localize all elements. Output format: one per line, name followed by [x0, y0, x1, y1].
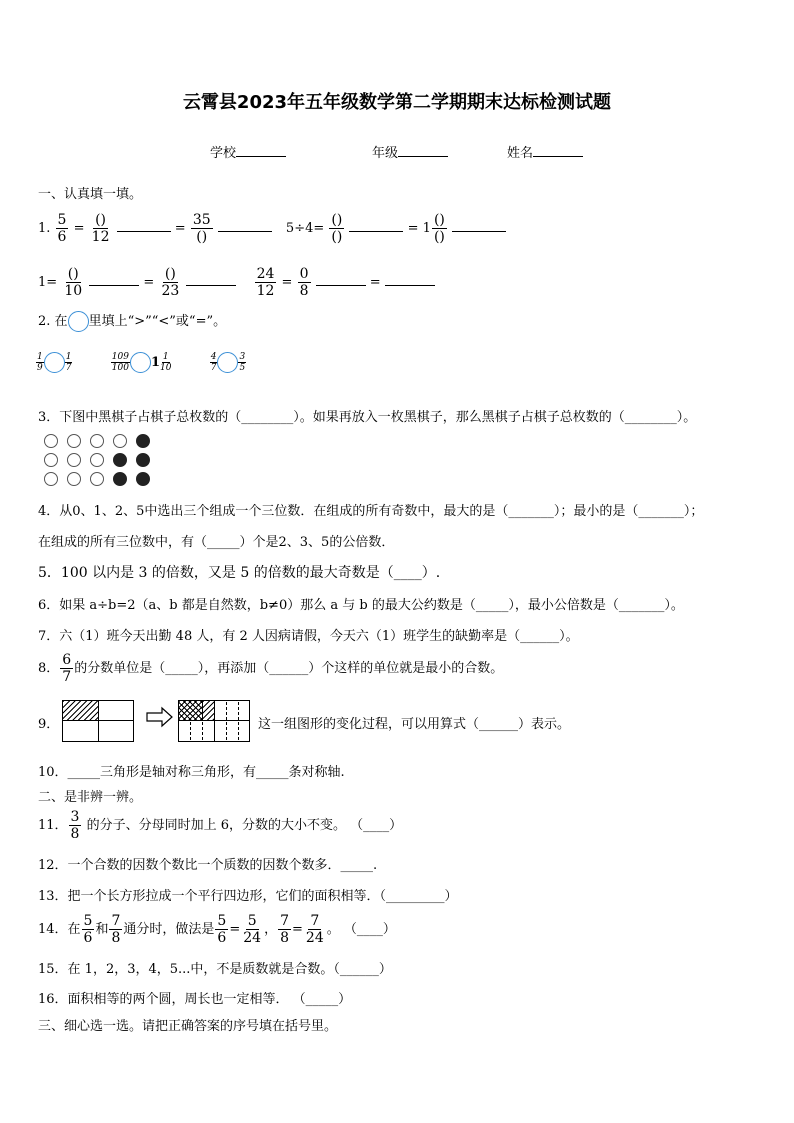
numerator: 7	[280, 913, 290, 929]
dashed-line	[226, 702, 227, 740]
black-piece	[136, 453, 150, 467]
numerator: 6	[62, 652, 72, 668]
denominator: 10	[64, 283, 83, 299]
numerator: 3	[239, 352, 246, 362]
denominator: 12	[256, 283, 275, 299]
question-5: 5．100 以内是 3 的倍数，又是 5 的倍数的最大奇数是（____）.	[38, 565, 441, 581]
equals-sign: =	[407, 221, 419, 236]
numerator: 24	[256, 266, 275, 282]
denominator: 7	[62, 669, 72, 685]
q9-number: 9．	[38, 717, 60, 732]
school-blank[interactable]	[236, 156, 286, 157]
fraction-7-8	[278, 913, 291, 946]
q11-number: 11．	[38, 818, 68, 833]
denominator: 6	[83, 930, 93, 946]
numerator[interactable]: ()	[95, 212, 107, 228]
white-piece	[90, 453, 104, 467]
q8-number: 8．	[38, 661, 60, 676]
fraction-1-7	[65, 352, 73, 373]
answer-blank[interactable]	[316, 285, 366, 286]
q14-mid: 通分时，做法是	[123, 922, 215, 937]
q9-figure-after	[178, 700, 250, 742]
q8-text: 的分数单位是（_____），再添加（______）个这样的单位就是最小的合数。	[74, 661, 504, 676]
numerator: 35	[192, 212, 211, 228]
denominator: 100	[111, 363, 129, 373]
numerator: 5	[247, 913, 257, 929]
fraction-5-6	[215, 913, 228, 946]
white-piece	[67, 434, 81, 448]
denominator: 8	[111, 930, 121, 946]
fraction-109-100	[111, 352, 130, 373]
equals-sign: =	[369, 275, 381, 290]
black-piece	[113, 472, 127, 486]
numerator[interactable]: ()	[67, 266, 79, 282]
numerator: 1	[162, 352, 169, 362]
arrow-right-icon	[146, 706, 174, 732]
name-blank[interactable]	[533, 156, 583, 157]
denominator: 7	[65, 363, 72, 373]
center-line	[214, 700, 215, 742]
denominator: 24	[243, 930, 262, 946]
denominator: 24	[305, 930, 324, 946]
denominator: 12	[91, 229, 110, 245]
q1-fraction-5-6	[56, 212, 69, 245]
compare-circle-1[interactable]	[44, 352, 65, 373]
q1-fraction-blank-blank	[329, 212, 344, 245]
numerator: 4	[210, 352, 217, 362]
question-4-line-2: 在组成的所有三位数中，有（_____）个是2、3、5的公倍数．	[38, 535, 395, 550]
q1-fraction-24-12	[255, 266, 277, 299]
denominator: 8	[70, 826, 80, 842]
numerator[interactable]: ()	[164, 266, 176, 282]
comma: ，	[264, 922, 278, 937]
numerator[interactable]: ()	[433, 212, 445, 228]
equals-sign: =	[143, 275, 155, 290]
cell	[98, 720, 134, 742]
dashed-line	[238, 702, 239, 740]
denominator: 8	[299, 283, 309, 299]
question-13: 13．把一个长方形拉成一个平行四边形，它们的面积相等．（_________）	[38, 889, 458, 904]
q2-number: 2.	[38, 314, 51, 329]
question-1-line-2	[38, 266, 435, 299]
double-shaded-part	[178, 700, 203, 721]
school-label: 学校	[210, 146, 237, 161]
q14-and: 和	[95, 922, 109, 937]
q1-fraction-blank-10	[62, 266, 84, 299]
white-piece	[44, 434, 58, 448]
denominator: 5	[239, 363, 246, 373]
numerator: 0	[299, 266, 309, 282]
name-label: 姓名	[507, 146, 534, 161]
question-3: 3．下图中黑棋子占棋子总枚数的（________）。如果再放入一枚黑棋子，那么黑棋子占棋子总枚数的（________）。	[38, 410, 697, 425]
fraction-1-9	[36, 352, 44, 373]
compare-circle-3[interactable]	[217, 352, 238, 373]
q2-text-post: 里填上“>”“<”或“=”。	[88, 314, 227, 329]
q8-fraction-6-7	[60, 652, 73, 685]
school-field	[210, 142, 286, 161]
equals-sign: =	[281, 275, 293, 290]
q1-fraction-blank-12	[90, 212, 112, 245]
answer-blank[interactable]	[89, 285, 139, 286]
black-piece	[136, 472, 150, 486]
q1-fraction-0-8	[298, 266, 311, 299]
question-1-line-1	[38, 212, 506, 245]
whole-number: 1	[150, 355, 160, 370]
equals-sign: =	[292, 922, 303, 937]
question-14	[38, 913, 396, 946]
white-piece	[67, 472, 81, 486]
numerator: 5	[83, 913, 93, 929]
denominator: 7	[210, 363, 217, 373]
denominator: 9	[37, 363, 43, 373]
dashed-line	[202, 722, 203, 740]
whole-number: 1	[422, 221, 431, 236]
white-piece	[113, 434, 127, 448]
fraction-4-7	[210, 352, 218, 373]
compare-circle-icon	[68, 311, 89, 332]
grade-blank[interactable]	[398, 156, 448, 157]
white-piece	[44, 453, 58, 467]
numerator: 1	[65, 352, 72, 362]
section-3-heading: 三、细心选一选。请把正确答案的序号填在括号里。	[38, 1019, 338, 1034]
section-2-heading: 二、是非辨一辨。	[38, 790, 143, 805]
equals-sign: =	[174, 221, 186, 236]
question-15: 15．在 1，2，3，4，5...中，不是质数就是合数。（______）	[38, 962, 392, 977]
one-equals: 1=	[38, 275, 58, 290]
numerator: 5	[217, 913, 227, 929]
white-piece	[44, 472, 58, 486]
q9-figure-before	[62, 700, 134, 742]
answer-blank[interactable]	[186, 285, 236, 286]
fraction-5-6	[82, 913, 95, 946]
q1-mixed-fraction	[432, 212, 447, 245]
fraction-1-10	[160, 352, 171, 373]
question-2	[38, 310, 226, 332]
fraction-7-8	[109, 913, 122, 946]
grade-field	[372, 142, 448, 161]
q14-post: 。 （____）	[326, 922, 396, 937]
denominator: 6	[217, 930, 227, 946]
answer-blank[interactable]	[349, 231, 403, 232]
cell	[98, 700, 134, 721]
question-7: 7．六（1）班今天出勤 48 人，有 2 人因病请假，今天六（1）班学生的缺勤率是（______）。	[38, 629, 579, 644]
numerator: 109	[111, 352, 129, 362]
q11-fraction-3-8	[69, 809, 82, 842]
q1-fraction-35-blank	[191, 212, 213, 245]
q14-pre: 14．在	[38, 922, 81, 937]
section-1-heading: 一、认真填一填。	[38, 187, 143, 202]
question-16: 16．面积相等的两个圆，周长也一定相等． （_____）	[38, 992, 352, 1007]
division-expression: 5÷4=	[285, 221, 325, 236]
fraction-5-24	[241, 913, 263, 946]
q1-number: 1.	[38, 221, 51, 236]
cell	[62, 720, 99, 742]
question-6: 6．如果 a÷b=2（a、b 都是自然数，b≠0）那么 a 与 b 的最大公约数是（_____），最小公倍数是（_______）。	[38, 598, 684, 613]
question-4-line-1: 4．从0、1、2、5中选出三个组成一个三位数．在组成的所有奇数中，最大的是（_______）；最小的是（_______）；	[38, 504, 704, 519]
fraction-3-5	[238, 352, 246, 373]
grade-label: 年级	[372, 146, 399, 161]
page-title: 云霄县2023年五年级数学第二学期期末达标检测试题	[182, 92, 612, 113]
black-piece	[136, 434, 150, 448]
question-10: 10．_____三角形是轴对称三角形，有_____条对称轴.	[38, 765, 345, 780]
denominator: 23	[161, 283, 180, 299]
dashed-line	[190, 722, 191, 740]
denominator: 10	[159, 363, 172, 373]
white-piece	[90, 434, 104, 448]
denominator: 6	[57, 229, 67, 245]
name-field	[507, 142, 583, 161]
denominator[interactable]: ()	[433, 229, 445, 245]
question-8	[38, 652, 503, 685]
q1-fraction-blank-23	[159, 266, 181, 299]
question-11	[38, 809, 402, 842]
numerator: 5	[57, 212, 67, 228]
numerator: 7	[310, 913, 320, 929]
numerator: 1	[37, 352, 43, 362]
answer-blank[interactable]	[117, 231, 171, 232]
equals-sign: =	[229, 922, 241, 937]
question-12: 12．一个合数的因数个数比一个质数的因数个数多．_____.	[38, 858, 378, 873]
equals-sign: =	[73, 221, 85, 236]
q9-text: 这一组图形的变化过程，可以用算式（______）表示。	[258, 717, 571, 732]
chess-pieces-grid	[44, 434, 154, 486]
fraction-7-24	[304, 913, 326, 946]
answer-blank[interactable]	[452, 231, 506, 232]
white-piece	[67, 453, 81, 467]
answer-blank[interactable]	[385, 285, 435, 286]
black-piece	[113, 453, 127, 467]
q2-text-pre: 在	[54, 314, 68, 329]
answer-blank[interactable]	[218, 231, 272, 232]
numerator: 3	[70, 809, 80, 825]
white-piece	[90, 472, 104, 486]
q11-text: 的分子、分母同时加上 6，分数的大小不变。 （____）	[86, 818, 403, 833]
shaded-part	[62, 700, 99, 721]
numerator[interactable]: ()	[331, 212, 343, 228]
denominator[interactable]: ()	[196, 229, 208, 245]
denominator[interactable]: ()	[331, 229, 343, 245]
q2-comparisons	[36, 352, 246, 373]
compare-circle-2[interactable]	[130, 352, 151, 373]
numerator: 7	[111, 913, 121, 929]
denominator: 8	[280, 930, 290, 946]
